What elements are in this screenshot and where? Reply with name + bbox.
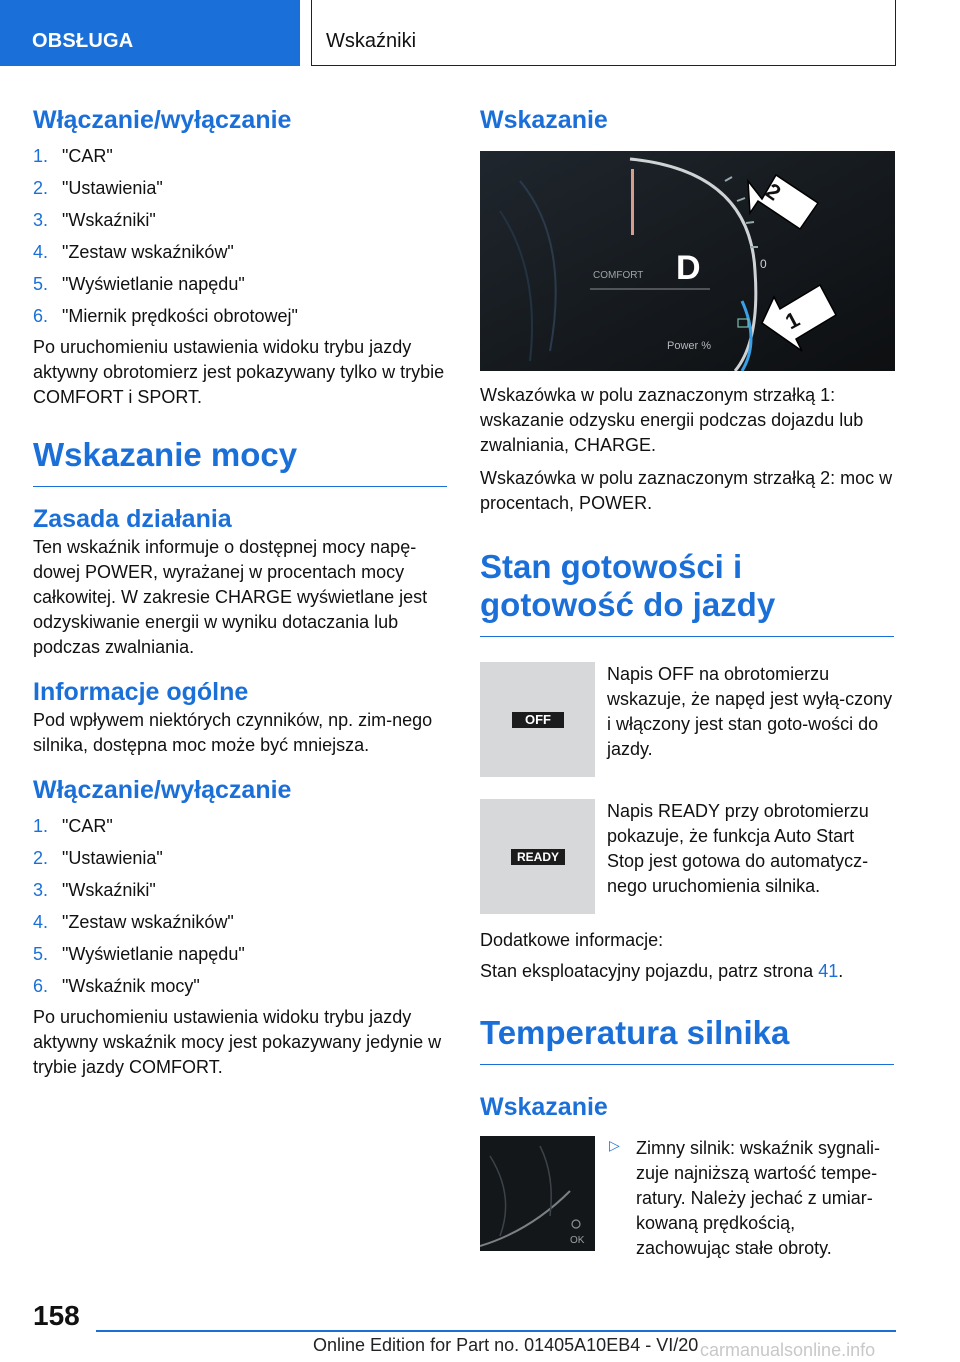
svg-text:2: 2 [761, 177, 786, 206]
section-title-principle: Zasada działania [33, 505, 232, 533]
temp-row [480, 1136, 894, 1261]
list-item: 5. "Wyświetlanie napędu" [33, 274, 245, 294]
temp-gauge-image [480, 1136, 595, 1251]
steps-list-tachometer [33, 141, 447, 333]
off-indicator-image [480, 662, 595, 777]
dash-zero: 0 [760, 257, 767, 271]
svg-text:1: 1 [781, 306, 804, 335]
right-column [480, 100, 894, 1261]
ready-indicator-image [480, 799, 595, 914]
watermark: carmanualsonline.info [700, 1340, 876, 1360]
list-item: 4. "Zestaw wskaźników" [33, 242, 234, 262]
left-column [33, 100, 447, 1080]
paragraph-off: Napis OFF na obrotomierzu wskazuje, że napęd jest wyłą-czony i włączony jest stan goto-wości do jazdy. [607, 664, 893, 759]
heading-power-display: Wskazanie mocy [33, 436, 447, 487]
list-item: 6. "Wskaźnik mocy" [33, 976, 200, 996]
dashboard-illustration [480, 151, 895, 371]
chapter-tab: Wskaźniki [311, 0, 896, 66]
paragraph-ready: Napis READY przy obrotomierzu pokazuje, że funkcja Auto Start Stop jest gotowa do automatycz-nego uruchomienia silnika. [607, 801, 869, 896]
list-item: 3. "Wskaźniki" [33, 880, 156, 900]
off-row [480, 662, 894, 777]
list-item: 1. "CAR" [33, 816, 113, 836]
edition-text: Online Edition for Part no. 01405A10EB4 - VI/20 [313, 1335, 699, 1355]
section-title-onoff: Włączanie/wyłączanie [33, 106, 292, 134]
paragraph-principle: Ten wskaźnik informuje o dostępnej mocy napę-dowej POWER, wyrażanej w procentach mocy całkowitej. W zakresie CHARGE wyświetlane jest odzyskiwanie energii w wyniku dotaczania lub podczas zwalniania. [33, 537, 428, 657]
steps-list-power [33, 811, 447, 1003]
page-number: 158 [33, 1300, 80, 1331]
page-header [0, 0, 960, 66]
list-item: 6. "Miernik prędkości obrotowej" [33, 306, 298, 326]
page-link[interactable]: 41 [818, 961, 839, 981]
section-title-general: Informacje ogólne [33, 678, 249, 706]
bullet-triangle-icon: ▷ [609, 1137, 620, 1153]
list-item: 3. "Wskaźniki" [33, 210, 156, 230]
temp-gauge-illustration [480, 1136, 595, 1251]
paragraph-state: Stan eksploatacyjny pojazdu, patrz strona 41. [480, 961, 844, 981]
bullet-item [607, 1136, 894, 1261]
dash-mode: COMFORT [593, 270, 644, 281]
temp-ok: OK [570, 1235, 585, 1246]
paragraph-general: Pod wpływem niektórych czynników, np. zim-nego silnika, dostępna moc może być mniejsza. [33, 710, 433, 755]
paragraph-cold-engine: Zimny silnik: wskaźnik sygnali-zuje najniższą wartość tempe-ratury. Należy jechać z umiar-kowaną prędkością, zachowując stałe obroty. [636, 1138, 881, 1258]
ready-badge: READY [511, 849, 565, 865]
off-badge: OFF [512, 712, 564, 728]
section-title-temp-display: Wskazanie [480, 1093, 608, 1121]
dashboard-image [480, 151, 895, 371]
dash-power-label: Power % [667, 340, 712, 352]
list-item: 2. "Ustawienia" [33, 178, 163, 198]
footer-divider [96, 1330, 896, 1332]
heading-engine-temp: Temperatura silnika [480, 1014, 894, 1065]
list-item: 2. "Ustawienia" [33, 848, 163, 868]
paragraph-power-note: Po uruchomieniu ustawienia widoku trybu jazdy aktywny wskaźnik mocy jest pokazywany jedynie w trybie jazdy COMFORT. [33, 1007, 442, 1077]
paragraph-pointer-2: Wskazówka w polu zaznaczonym strzałką 2: moc w procentach, POWER. [480, 468, 893, 513]
section-title-onoff-2: Włączanie/wyłączanie [33, 776, 292, 804]
paragraph-tachometer-note: Po uruchomieniu ustawienia widoku trybu jazdy aktywny obrotomierz jest pokazywany tylko w trybie COMFORT i SPORT. [33, 337, 445, 407]
paragraph-extra: Dodatkowe informacje: [480, 930, 664, 950]
list-item: 5. "Wyświetlanie napędu" [33, 944, 245, 964]
section-title-display: Wskazanie [480, 106, 608, 134]
section-tab: OBSŁUGA [0, 0, 300, 66]
list-item: 1. "CAR" [33, 146, 113, 166]
dash-gear: D [676, 249, 701, 287]
heading-readiness: Stan gotowości i gotowość do jazdy [480, 548, 894, 637]
paragraph-pointer-1: Wskazówka w polu zaznaczonym strzałką 1: wskazanie odzysku energii podczas dojazdu lub zwalniania, CHARGE. [480, 385, 864, 455]
ready-row [480, 799, 894, 914]
list-item: 4. "Zestaw wskaźników" [33, 912, 234, 932]
